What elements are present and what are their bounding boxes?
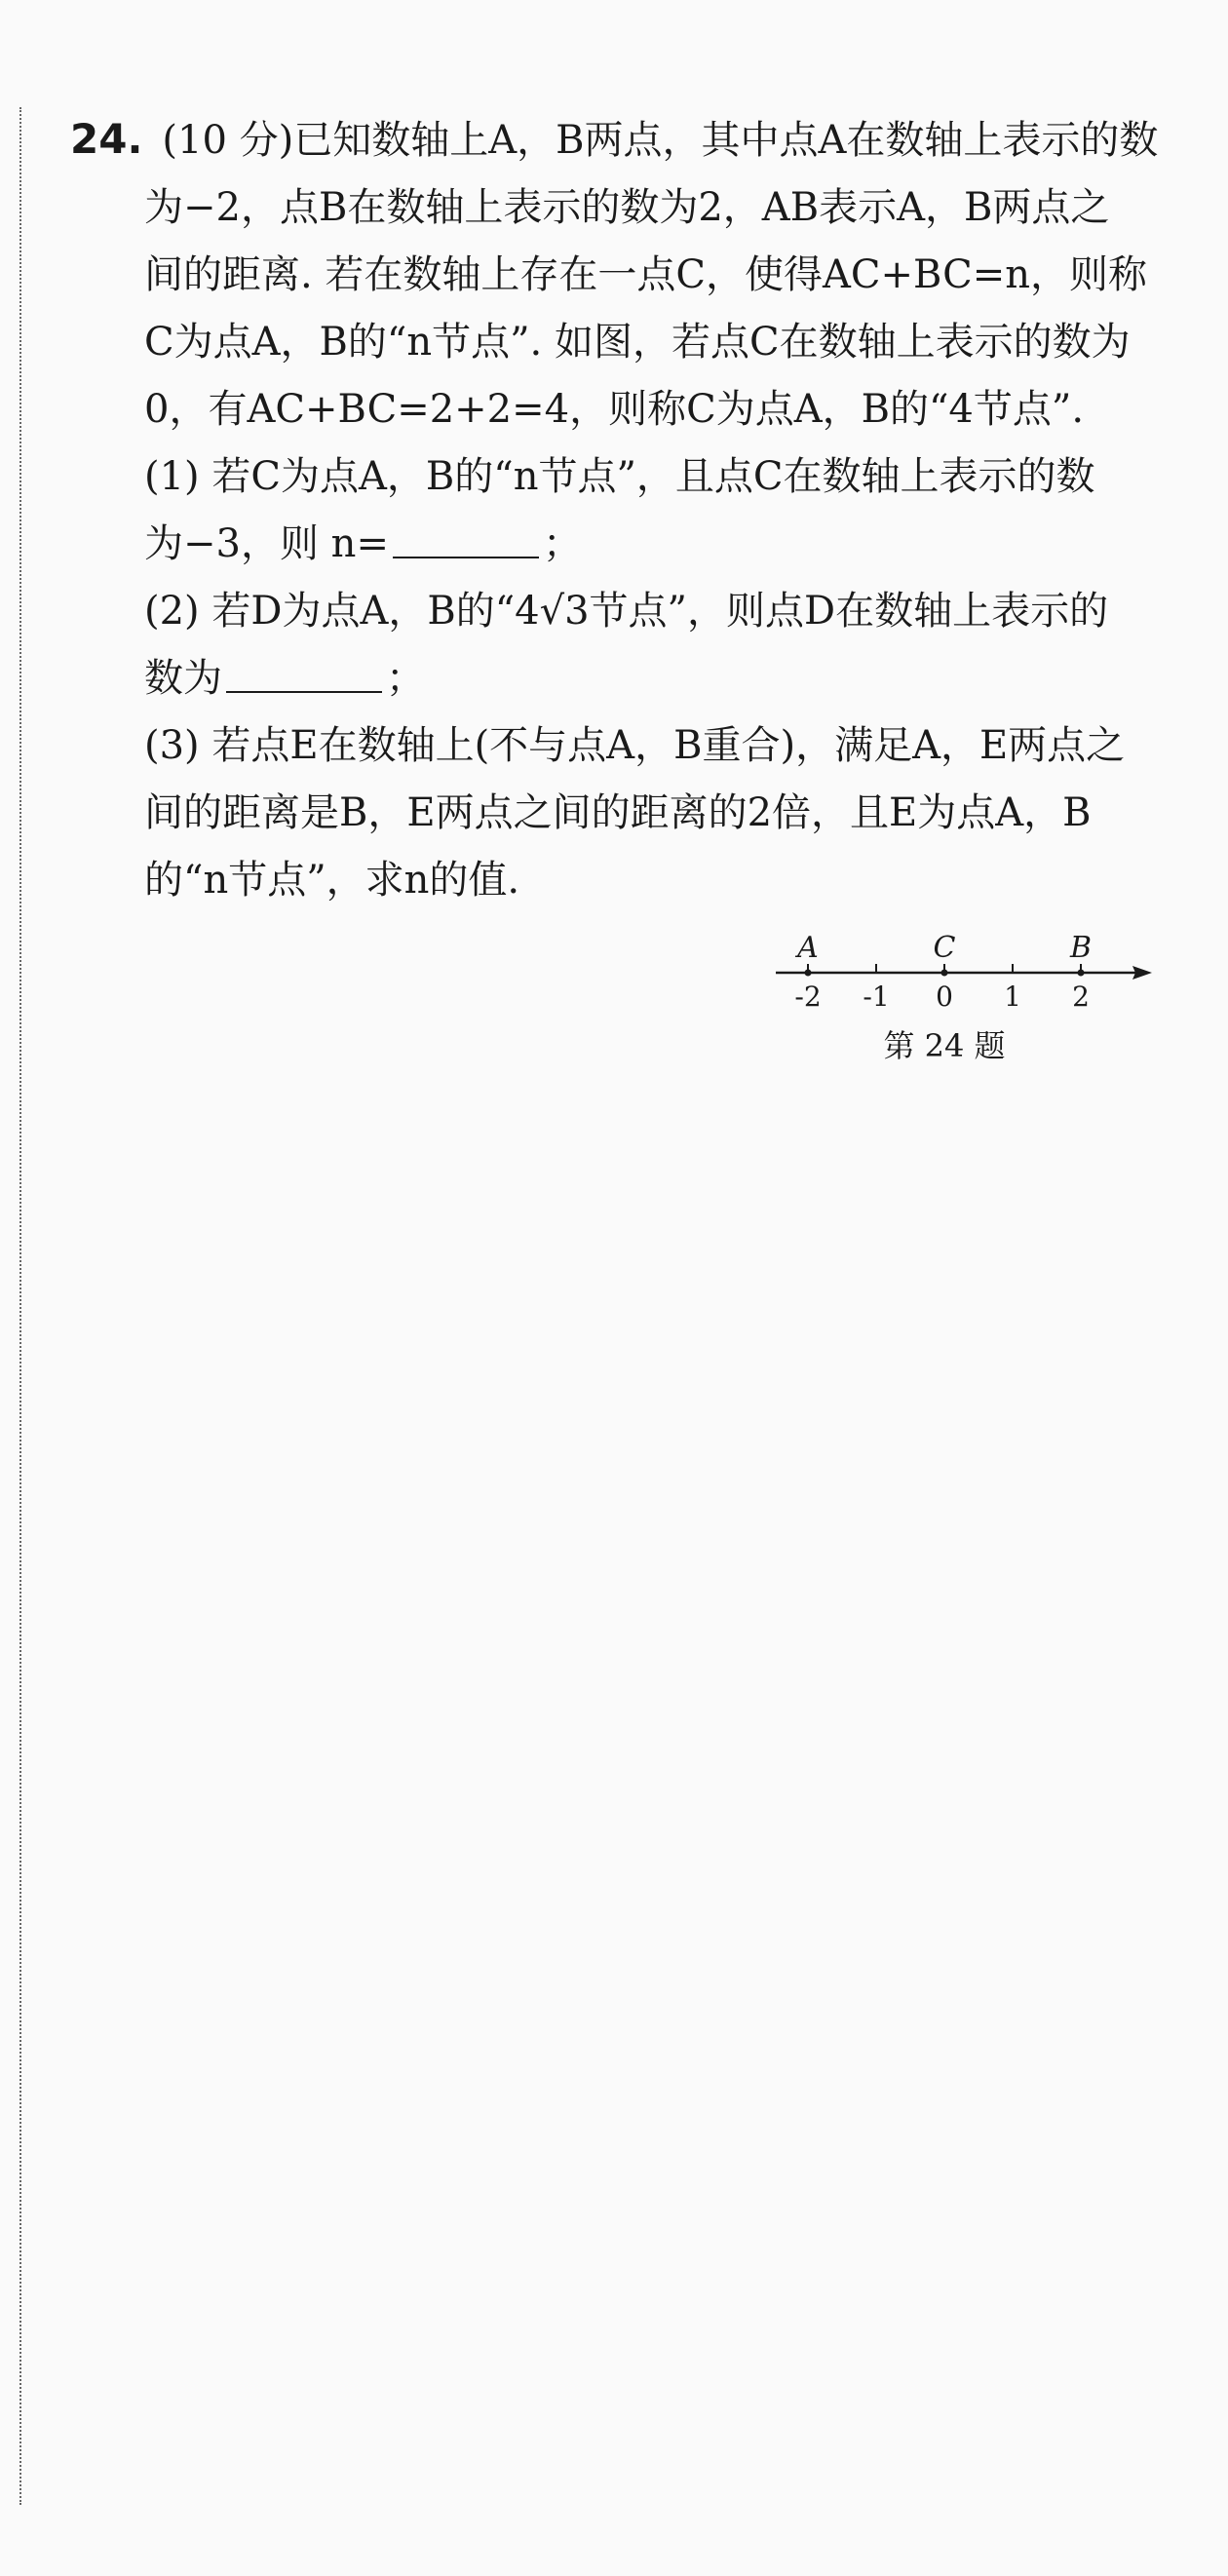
- tick-label: 0: [936, 980, 953, 1013]
- problem-line-1: [70, 105, 1170, 174]
- part-2-line-2: [70, 645, 1170, 712]
- problem-number: 24.: [70, 115, 143, 163]
- problem-line-2: [70, 174, 1170, 242]
- tick-label: 1: [1004, 980, 1021, 1013]
- problem-line-3: [70, 242, 1170, 309]
- point-dot: [1078, 970, 1085, 977]
- part-3-line-1: [70, 712, 1170, 780]
- part-1-answer-prompt: 为−3，则 n=: [144, 521, 389, 566]
- problem-text-line: 间的距离. 若在数轴上存在一点C，使得AC+BC=n，则称: [144, 252, 1148, 297]
- part-2-text: (2) 若D为点A，B的“4√3节点”，则点D在数轴上表示的: [144, 589, 1109, 634]
- problem-text-line: C为点A，B的“n节点”. 如图，若点C在数轴上表示的数为: [144, 320, 1131, 365]
- point-dot: [805, 970, 812, 977]
- part-1-answer-blank[interactable]: [393, 518, 539, 558]
- part-1-text: (1) 若C为点A，B的“n节点”，且点C在数轴上表示的数: [144, 454, 1095, 499]
- part-3-line-3: [70, 847, 1170, 914]
- problem-text-line: (10 分)已知数轴上A，B两点，其中点A在数轴上表示的数: [162, 118, 1159, 163]
- part-2-answer-prompt: 数为: [144, 656, 222, 701]
- part-1-line-2: [70, 511, 1170, 578]
- part-1-line-1: [70, 443, 1170, 511]
- part-2-answer-blank[interactable]: [226, 652, 382, 693]
- tick-label: -2: [794, 980, 822, 1013]
- point-dot: [941, 970, 948, 977]
- problem-line-5: [70, 376, 1170, 443]
- part-2-line-1: [70, 578, 1170, 645]
- number-line: [770, 916, 1160, 1023]
- part-2-semicolon: ；: [386, 656, 425, 701]
- problem-line-4: [70, 309, 1170, 376]
- problem-text-line: 0，有AC+BC=2+2=4，则称C为点A，B的“4节点”.: [144, 387, 1085, 432]
- tick-label: 2: [1072, 980, 1090, 1013]
- part-3-line-2: [70, 780, 1170, 847]
- part-1-semicolon: ；: [542, 521, 582, 566]
- point-label: A: [797, 931, 819, 965]
- problem-24: [70, 105, 1170, 914]
- margin-dotted-line: [19, 107, 21, 2505]
- part-3-text: (3) 若点E在数轴上(不与点A，B重合)，满足A，E两点之: [144, 723, 1126, 768]
- problem-text-line: 为−2，点B在数轴上表示的数为2，AB表示A，B两点之: [144, 185, 1110, 230]
- arrow-head-icon: [1132, 966, 1152, 980]
- tick-label: -1: [863, 980, 890, 1013]
- figure-caption: 第 24 题: [883, 1027, 1006, 1064]
- part-3-text: 的“n节点”，求n的值.: [144, 858, 520, 903]
- part-3-text: 间的距离是B，E两点之间的距离的2倍，且E为点A，B: [144, 790, 1092, 835]
- point-label: B: [1069, 931, 1093, 965]
- point-label: C: [933, 931, 956, 965]
